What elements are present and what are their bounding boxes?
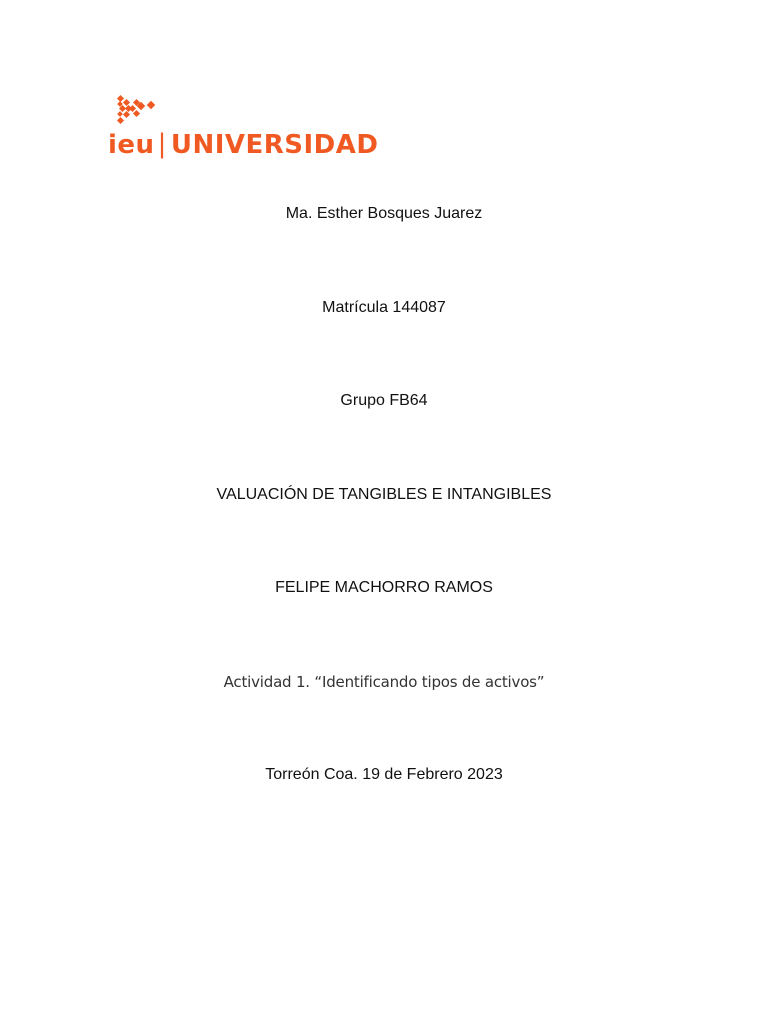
activity-title: Actividad 1. “Identificando tipos de activos” [223, 673, 545, 691]
course-title: VALUACIÓN DE TANGIBLES E INTANGIBLES [216, 486, 552, 503]
group-code: Grupo FB64 [340, 392, 428, 409]
enrollment-number: Matrícula 144087 [322, 299, 446, 316]
logo-brand-name: UNIVERSIDAD [170, 130, 379, 160]
ieu-universidad-logo [108, 94, 378, 164]
logo-wordmark [108, 130, 378, 160]
place-and-date: Torreón Coa. 19 de Febrero 2023 [265, 766, 503, 783]
logo-separator: | [157, 129, 167, 159]
ieu-chevron-mark-icon [116, 94, 164, 134]
teacher-name: FELIPE MACHORRO RAMOS [275, 579, 493, 596]
student-name: Ma. Esther Bosques Juarez [285, 205, 483, 222]
logo-brand-short: ieu [108, 130, 155, 160]
